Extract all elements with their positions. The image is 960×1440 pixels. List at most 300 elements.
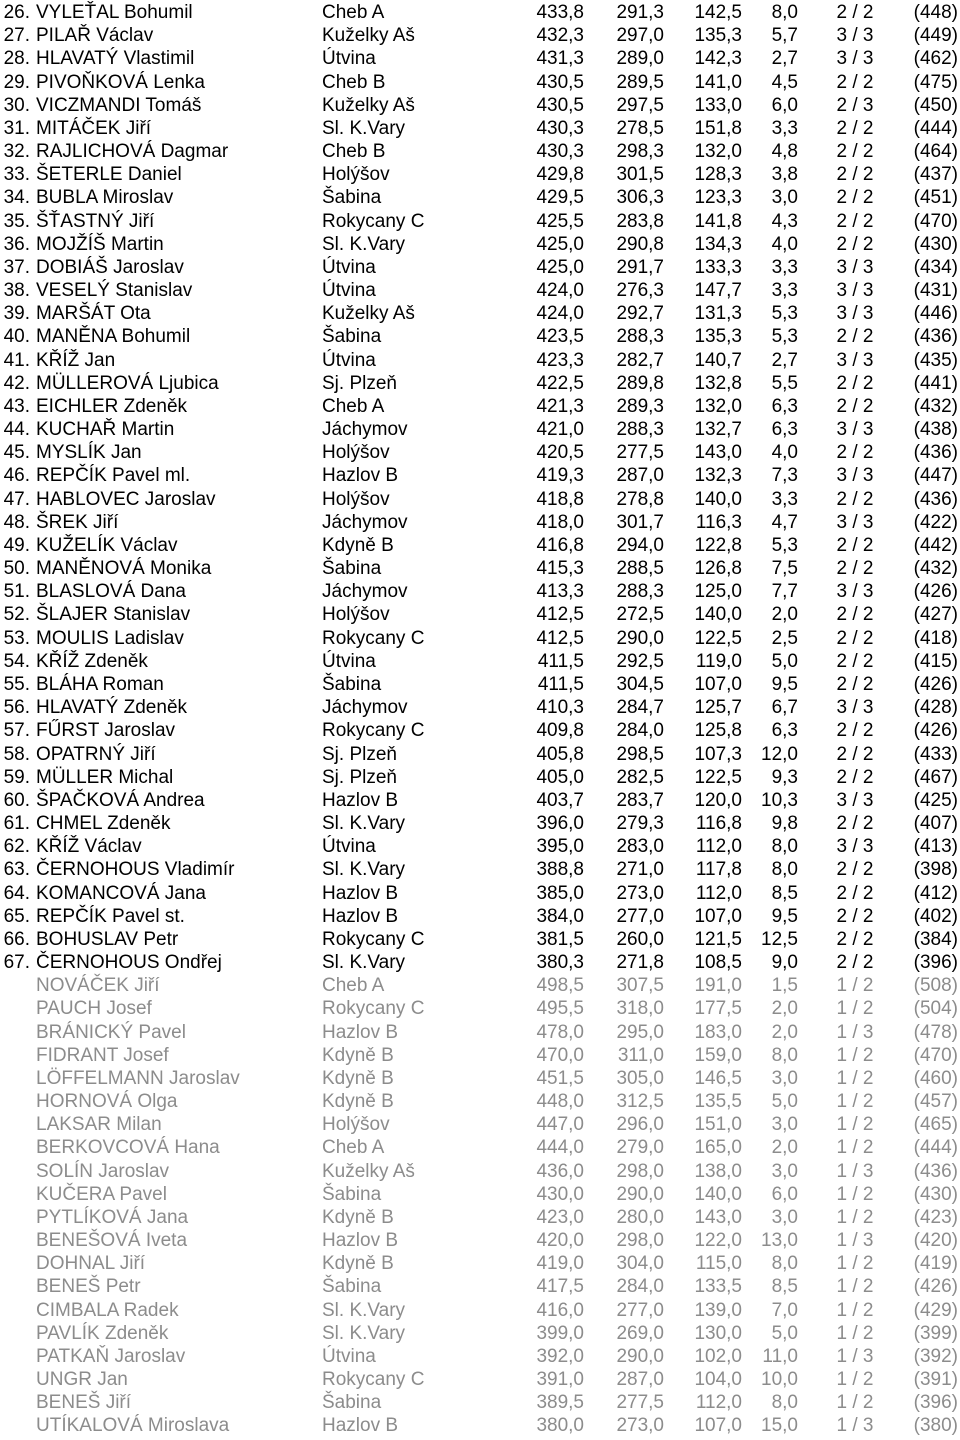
club-cell: Jáchymov xyxy=(322,511,408,533)
club-cell: Útvina xyxy=(322,1345,376,1367)
games-cell: 1 / 3 xyxy=(836,1230,874,1252)
average-cell: 410,3 xyxy=(536,697,584,719)
average-cell: 419,3 xyxy=(536,465,584,487)
best-cell: (431) xyxy=(913,280,958,302)
misses-cell: 2,5 xyxy=(771,627,798,649)
clear-cell: 132,7 xyxy=(694,419,742,441)
average-cell: 425,5 xyxy=(536,210,584,232)
club-cell: Kuželky Aš xyxy=(322,1160,415,1182)
games-cell: 2 / 2 xyxy=(836,604,874,626)
games-cell: 3 / 3 xyxy=(836,697,874,719)
club-cell: Sl. K.Vary xyxy=(322,952,406,974)
full-cell: 277,0 xyxy=(616,905,664,927)
average-cell: 409,8 xyxy=(536,720,584,742)
misses-cell: 2,7 xyxy=(771,349,798,371)
ranked-player-row xyxy=(0,743,960,766)
average-cell: 436,0 xyxy=(536,1160,584,1182)
unranked-player-row xyxy=(0,1206,960,1229)
best-cell: (462) xyxy=(913,48,958,70)
full-cell: 288,3 xyxy=(616,326,664,348)
average-cell: 429,8 xyxy=(536,164,584,186)
misses-cell: 5,5 xyxy=(771,372,798,394)
average-cell: 423,3 xyxy=(536,349,584,371)
clear-cell: 135,3 xyxy=(694,326,742,348)
average-cell: 432,3 xyxy=(536,25,584,47)
clear-cell: 140,0 xyxy=(694,488,742,510)
games-cell: 3 / 3 xyxy=(836,581,874,603)
misses-cell: 5,0 xyxy=(771,650,798,672)
unranked-player-row xyxy=(0,997,960,1020)
clear-cell: 139,0 xyxy=(694,1299,742,1321)
misses-cell: 9,3 xyxy=(771,766,798,788)
games-cell: 2 / 2 xyxy=(836,558,874,580)
clear-cell: 140,7 xyxy=(694,349,742,371)
ranked-player-row xyxy=(0,47,960,70)
club-cell: Útvina xyxy=(322,349,376,371)
club-cell: Cheb A xyxy=(322,975,385,997)
ranked-player-row xyxy=(0,441,960,464)
average-cell: 478,0 xyxy=(536,1021,584,1043)
club-cell: Šabina xyxy=(322,326,382,348)
misses-cell: 4,3 xyxy=(771,210,798,232)
clear-cell: 130,0 xyxy=(694,1322,742,1344)
best-cell: (467) xyxy=(913,766,958,788)
average-cell: 384,0 xyxy=(536,905,584,927)
clear-cell: 122,5 xyxy=(694,627,742,649)
best-cell: (450) xyxy=(913,94,958,116)
rank-cell: 44. xyxy=(3,419,30,441)
full-cell: 288,3 xyxy=(616,581,664,603)
rank-cell: 53. xyxy=(3,627,30,649)
best-cell: (418) xyxy=(913,627,958,649)
full-cell: 306,3 xyxy=(616,187,664,209)
ranked-player-row xyxy=(0,488,960,511)
player-name-cell: MANĚNOVÁ Monika xyxy=(36,558,212,580)
club-cell: Kdyně B xyxy=(322,1044,394,1066)
player-name-cell: KUŽELÍK Václav xyxy=(36,534,178,556)
club-cell: Jáchymov xyxy=(322,419,408,441)
player-name-cell: CHMEL Zdeněk xyxy=(36,813,171,835)
rank-cell: 52. xyxy=(3,604,30,626)
average-cell: 389,5 xyxy=(536,1392,584,1414)
best-cell: (426) xyxy=(913,720,958,742)
clear-cell: 126,8 xyxy=(694,558,742,580)
club-cell: Cheb A xyxy=(322,1137,385,1159)
full-cell: 304,5 xyxy=(616,673,664,695)
club-cell: Hazlov B xyxy=(322,1415,399,1437)
average-cell: 423,5 xyxy=(536,326,584,348)
rank-cell: 26. xyxy=(3,2,30,23)
misses-cell: 5,7 xyxy=(771,25,798,47)
average-cell: 413,3 xyxy=(536,581,584,603)
games-cell: 3 / 3 xyxy=(836,789,874,811)
average-cell: 430,3 xyxy=(536,117,584,139)
misses-cell: 8,0 xyxy=(771,859,798,881)
full-cell: 297,0 xyxy=(616,25,664,47)
ranked-player-row xyxy=(0,233,960,256)
club-cell: Kdyně B xyxy=(322,534,394,556)
games-cell: 2 / 2 xyxy=(836,952,874,974)
player-name-cell: ŠLAJER Stanislav xyxy=(36,604,191,626)
player-name-cell: MÜLLEROVÁ Ljubica xyxy=(36,372,219,394)
unranked-player-row xyxy=(0,1275,960,1298)
full-cell: 284,0 xyxy=(616,1276,664,1298)
average-cell: 422,5 xyxy=(536,372,584,394)
player-name-cell: PILAŘ Václav xyxy=(36,25,154,47)
games-cell: 3 / 3 xyxy=(836,25,874,47)
player-name-cell: PATKAŇ Jaroslav xyxy=(36,1345,186,1367)
club-cell: Holýšov xyxy=(322,488,390,510)
club-cell: Holýšov xyxy=(322,442,390,464)
full-cell: 292,5 xyxy=(616,650,664,672)
full-cell: 290,0 xyxy=(616,1345,664,1367)
full-cell: 282,7 xyxy=(616,349,664,371)
club-cell: Šabina xyxy=(322,673,382,695)
full-cell: 277,5 xyxy=(616,442,664,464)
clear-cell: 120,0 xyxy=(694,789,742,811)
player-name-cell: UNGR Jan xyxy=(36,1369,128,1391)
average-cell: 396,0 xyxy=(536,813,584,835)
rank-cell: 36. xyxy=(3,233,30,255)
average-cell: 405,8 xyxy=(536,743,584,765)
average-cell: 381,5 xyxy=(536,928,584,950)
clear-cell: 125,8 xyxy=(694,720,742,742)
player-name-cell: HABLOVEC Jaroslav xyxy=(36,488,216,510)
club-cell: Rokycany C xyxy=(322,210,425,232)
clear-cell: 107,0 xyxy=(694,673,742,695)
clear-cell: 135,5 xyxy=(694,1091,742,1113)
club-cell: Sj. Plzeň xyxy=(322,743,397,765)
club-cell: Sj. Plzeň xyxy=(322,766,397,788)
rank-cell: 40. xyxy=(3,326,30,348)
average-cell: 425,0 xyxy=(536,233,584,255)
club-cell: Holýšov xyxy=(322,164,390,186)
misses-cell: 7,0 xyxy=(771,1299,798,1321)
club-cell: Sl. K.Vary xyxy=(322,1299,406,1321)
club-cell: Sl. K.Vary xyxy=(322,1322,406,1344)
best-cell: (426) xyxy=(913,673,958,695)
rank-cell: 55. xyxy=(3,673,30,695)
rank-cell: 34. xyxy=(3,187,30,209)
full-cell: 297,5 xyxy=(616,94,664,116)
average-cell: 388,8 xyxy=(536,859,584,881)
full-cell: 287,0 xyxy=(616,1369,664,1391)
unranked-player-row xyxy=(0,1183,960,1206)
full-cell: 307,5 xyxy=(616,975,664,997)
average-cell: 391,0 xyxy=(536,1369,584,1391)
club-cell: Jáchymov xyxy=(322,581,408,603)
misses-cell: 3,0 xyxy=(771,1114,798,1136)
player-name-cell: SOLÍN Jaroslav xyxy=(36,1160,170,1182)
club-cell: Rokycany C xyxy=(322,1369,425,1391)
clear-cell: 112,0 xyxy=(695,882,742,904)
full-cell: 288,3 xyxy=(616,419,664,441)
clear-cell: 183,0 xyxy=(694,1021,742,1043)
rank-cell: 56. xyxy=(3,697,30,719)
average-cell: 470,0 xyxy=(536,1044,584,1066)
games-cell: 2 / 2 xyxy=(836,627,874,649)
games-cell: 1 / 2 xyxy=(836,1044,874,1066)
club-cell: Jáchymov xyxy=(322,697,408,719)
club-cell: Rokycany C xyxy=(322,720,425,742)
average-cell: 448,0 xyxy=(536,1091,584,1113)
clear-cell: 131,3 xyxy=(694,303,742,325)
rank-cell: 28. xyxy=(3,48,30,70)
club-cell: Sl. K.Vary xyxy=(322,117,406,139)
games-cell: 3 / 3 xyxy=(836,48,874,70)
games-cell: 2 / 2 xyxy=(836,395,874,417)
player-name-cell: HLAVATÝ Zdeněk xyxy=(36,697,188,719)
average-cell: 425,0 xyxy=(536,256,584,278)
player-name-cell: BUBLA Miroslav xyxy=(36,187,174,209)
average-cell: 444,0 xyxy=(536,1137,584,1159)
games-cell: 3 / 3 xyxy=(836,256,874,278)
rank-cell: 43. xyxy=(3,395,30,417)
games-cell: 3 / 3 xyxy=(836,303,874,325)
rank-cell: 58. xyxy=(3,743,30,765)
club-cell: Šabina xyxy=(322,1276,382,1298)
best-cell: (420) xyxy=(913,1230,958,1252)
club-cell: Hazlov B xyxy=(322,465,399,487)
best-cell: (470) xyxy=(913,1044,958,1066)
games-cell: 3 / 3 xyxy=(836,836,874,858)
average-cell: 412,5 xyxy=(536,627,584,649)
full-cell: 311,0 xyxy=(617,1044,664,1066)
misses-cell: 2,7 xyxy=(771,48,798,70)
full-cell: 260,0 xyxy=(616,928,664,950)
best-cell: (422) xyxy=(913,511,958,533)
misses-cell: 6,7 xyxy=(771,697,798,719)
full-cell: 276,3 xyxy=(616,280,664,302)
best-cell: (426) xyxy=(913,1276,958,1298)
clear-cell: 159,0 xyxy=(694,1044,742,1066)
full-cell: 288,5 xyxy=(616,558,664,580)
player-name-cell: EICHLER Zdeněk xyxy=(36,395,188,417)
player-name-cell: BRÁNICKÝ Pavel xyxy=(36,1021,186,1043)
full-cell: 295,0 xyxy=(616,1021,664,1043)
unranked-player-row xyxy=(0,1322,960,1345)
average-cell: 405,0 xyxy=(536,766,584,788)
club-cell: Sl. K.Vary xyxy=(322,233,406,255)
player-name-cell: MARŠÁT Ota xyxy=(36,303,151,325)
best-cell: (433) xyxy=(913,743,958,765)
player-name-cell: CIMBALA Radek xyxy=(36,1299,179,1321)
full-cell: 282,5 xyxy=(616,766,664,788)
misses-cell: 2,0 xyxy=(771,1021,798,1043)
clear-cell: 191,0 xyxy=(694,975,742,997)
clear-cell: 112,0 xyxy=(695,1392,742,1414)
clear-cell: 143,0 xyxy=(694,1206,742,1228)
player-name-cell: LÖFFELMANN Jaroslav xyxy=(36,1067,240,1089)
rank-cell: 48. xyxy=(3,511,30,533)
games-cell: 1 / 2 xyxy=(836,1206,874,1228)
misses-cell: 8,0 xyxy=(771,836,798,858)
player-name-cell: MITÁČEK Jiří xyxy=(36,117,152,139)
full-cell: 284,0 xyxy=(616,720,664,742)
full-cell: 301,5 xyxy=(616,164,664,186)
rank-cell: 38. xyxy=(3,280,30,302)
average-cell: 430,5 xyxy=(536,71,584,93)
player-name-cell: ŠETERLE Daniel xyxy=(36,164,182,186)
ranked-player-row xyxy=(0,117,960,140)
best-cell: (398) xyxy=(913,859,958,881)
clear-cell: 142,3 xyxy=(694,48,742,70)
misses-cell: 7,7 xyxy=(771,581,798,603)
full-cell: 312,5 xyxy=(616,1091,664,1113)
rank-cell: 37. xyxy=(3,256,30,278)
club-cell: Cheb B xyxy=(322,141,386,163)
clear-cell: 146,5 xyxy=(694,1067,742,1089)
rank-cell: 27. xyxy=(3,25,30,47)
player-name-cell: PYTLÍKOVÁ Jana xyxy=(36,1206,189,1228)
player-name-cell: PAVLÍK Zdeněk xyxy=(36,1322,169,1344)
ranked-player-row xyxy=(0,94,960,117)
full-cell: 277,0 xyxy=(616,1299,664,1321)
best-cell: (432) xyxy=(913,395,958,417)
misses-cell: 7,5 xyxy=(771,558,798,580)
ranked-player-row xyxy=(0,140,960,163)
full-cell: 283,7 xyxy=(616,789,664,811)
rank-cell: 46. xyxy=(3,465,30,487)
full-cell: 271,8 xyxy=(616,952,664,974)
misses-cell: 12,5 xyxy=(761,928,798,950)
games-cell: 2 / 2 xyxy=(836,372,874,394)
games-cell: 2 / 2 xyxy=(836,813,874,835)
player-name-cell: KOMANCOVÁ Jana xyxy=(36,882,206,904)
player-name-cell: MÜLLER Michal xyxy=(36,766,174,788)
full-cell: 298,5 xyxy=(616,743,664,765)
misses-cell: 5,0 xyxy=(771,1322,798,1344)
ranked-player-row xyxy=(0,395,960,418)
clear-cell: 122,8 xyxy=(694,534,742,556)
misses-cell: 5,3 xyxy=(771,326,798,348)
average-cell: 421,3 xyxy=(536,395,584,417)
club-cell: Útvina xyxy=(322,650,376,672)
player-name-cell: UTÍKALOVÁ Miroslava xyxy=(36,1415,230,1437)
games-cell: 2 / 2 xyxy=(836,743,874,765)
rank-cell: 45. xyxy=(3,442,30,464)
best-cell: (475) xyxy=(913,71,958,93)
unranked-player-row xyxy=(0,1136,960,1159)
ranked-player-row xyxy=(0,557,960,580)
ranked-player-row xyxy=(0,24,960,47)
full-cell: 284,7 xyxy=(616,697,664,719)
unranked-player-row xyxy=(0,974,960,997)
club-cell: Kuželky Aš xyxy=(322,25,415,47)
misses-cell: 4,0 xyxy=(771,442,798,464)
games-cell: 1 / 2 xyxy=(836,1137,874,1159)
ranked-player-row xyxy=(0,464,960,487)
misses-cell: 9,0 xyxy=(771,952,798,974)
rank-cell: 32. xyxy=(3,141,30,163)
player-name-cell: VYLEŤAL Bohumil xyxy=(36,2,193,23)
best-cell: (430) xyxy=(913,233,958,255)
rank-cell: 60. xyxy=(3,789,30,811)
club-cell: Holýšov xyxy=(322,1114,390,1136)
clear-cell: 133,3 xyxy=(694,256,742,278)
misses-cell: 9,5 xyxy=(771,673,798,695)
full-cell: 290,8 xyxy=(616,233,664,255)
full-cell: 290,0 xyxy=(616,627,664,649)
misses-cell: 6,3 xyxy=(771,419,798,441)
misses-cell: 2,0 xyxy=(771,998,798,1020)
games-cell: 2 / 2 xyxy=(836,673,874,695)
average-cell: 417,5 xyxy=(536,1276,584,1298)
player-name-cell: BOHUSLAV Petr xyxy=(36,928,179,950)
unranked-player-row xyxy=(0,1414,960,1437)
games-cell: 2 / 2 xyxy=(836,187,874,209)
player-name-cell: KŘÍŽ Jan xyxy=(36,349,116,371)
club-cell: Útvina xyxy=(322,256,376,278)
best-cell: (435) xyxy=(913,349,958,371)
best-cell: (380) xyxy=(913,1415,958,1437)
misses-cell: 9,5 xyxy=(771,905,798,927)
clear-cell: 121,5 xyxy=(694,928,742,950)
best-cell: (508) xyxy=(913,975,958,997)
best-cell: (447) xyxy=(913,465,958,487)
ranked-player-row xyxy=(0,325,960,348)
best-cell: (436) xyxy=(913,488,958,510)
ranked-player-row xyxy=(0,766,960,789)
player-name-cell: MANĚNA Bohumil xyxy=(36,326,191,348)
best-cell: (464) xyxy=(913,141,958,163)
player-name-cell: ŠPAČKOVÁ Andrea xyxy=(36,789,205,811)
unranked-player-row xyxy=(0,1252,960,1275)
unranked-player-row xyxy=(0,1090,960,1113)
average-cell: 415,3 xyxy=(536,558,584,580)
rank-cell: 63. xyxy=(3,859,30,881)
best-cell: (384) xyxy=(913,928,958,950)
clear-cell: 132,3 xyxy=(694,465,742,487)
full-cell: 283,8 xyxy=(616,210,664,232)
club-cell: Hazlov B xyxy=(322,882,399,904)
player-name-cell: ČERNOHOUS Vladimír xyxy=(36,859,235,881)
full-cell: 289,3 xyxy=(616,395,664,417)
average-cell: 412,5 xyxy=(536,604,584,626)
average-cell: 380,0 xyxy=(536,1415,584,1437)
club-cell: Cheb A xyxy=(322,2,385,23)
player-name-cell: VESELÝ Stanislav xyxy=(36,280,193,302)
clear-cell: 142,5 xyxy=(694,2,742,23)
clear-cell: 117,8 xyxy=(695,859,742,881)
full-cell: 283,0 xyxy=(616,836,664,858)
ranked-player-row xyxy=(0,835,960,858)
best-cell: (436) xyxy=(913,1160,958,1182)
games-cell: 2 / 2 xyxy=(836,164,874,186)
full-cell: 294,0 xyxy=(616,534,664,556)
player-name-cell: BERKOVCOVÁ Hana xyxy=(36,1137,220,1159)
misses-cell: 4,7 xyxy=(771,511,798,533)
misses-cell: 8,0 xyxy=(771,1392,798,1414)
ranked-player-row xyxy=(0,418,960,441)
games-cell: 2 / 2 xyxy=(836,766,874,788)
misses-cell: 8,0 xyxy=(771,1044,798,1066)
average-cell: 451,5 xyxy=(536,1067,584,1089)
rank-cell: 30. xyxy=(3,94,30,116)
player-name-cell: MYSLÍK Jan xyxy=(36,442,142,464)
misses-cell: 13,0 xyxy=(761,1230,798,1252)
clear-cell: 132,8 xyxy=(694,372,742,394)
best-cell: (399) xyxy=(913,1322,958,1344)
average-cell: 418,0 xyxy=(536,511,584,533)
best-cell: (427) xyxy=(913,604,958,626)
misses-cell: 8,5 xyxy=(771,882,798,904)
misses-cell: 6,0 xyxy=(771,1183,798,1205)
games-cell: 2 / 2 xyxy=(836,720,874,742)
rank-cell: 50. xyxy=(3,558,30,580)
clear-cell: 133,5 xyxy=(694,1276,742,1298)
club-cell: Rokycany C xyxy=(322,627,425,649)
